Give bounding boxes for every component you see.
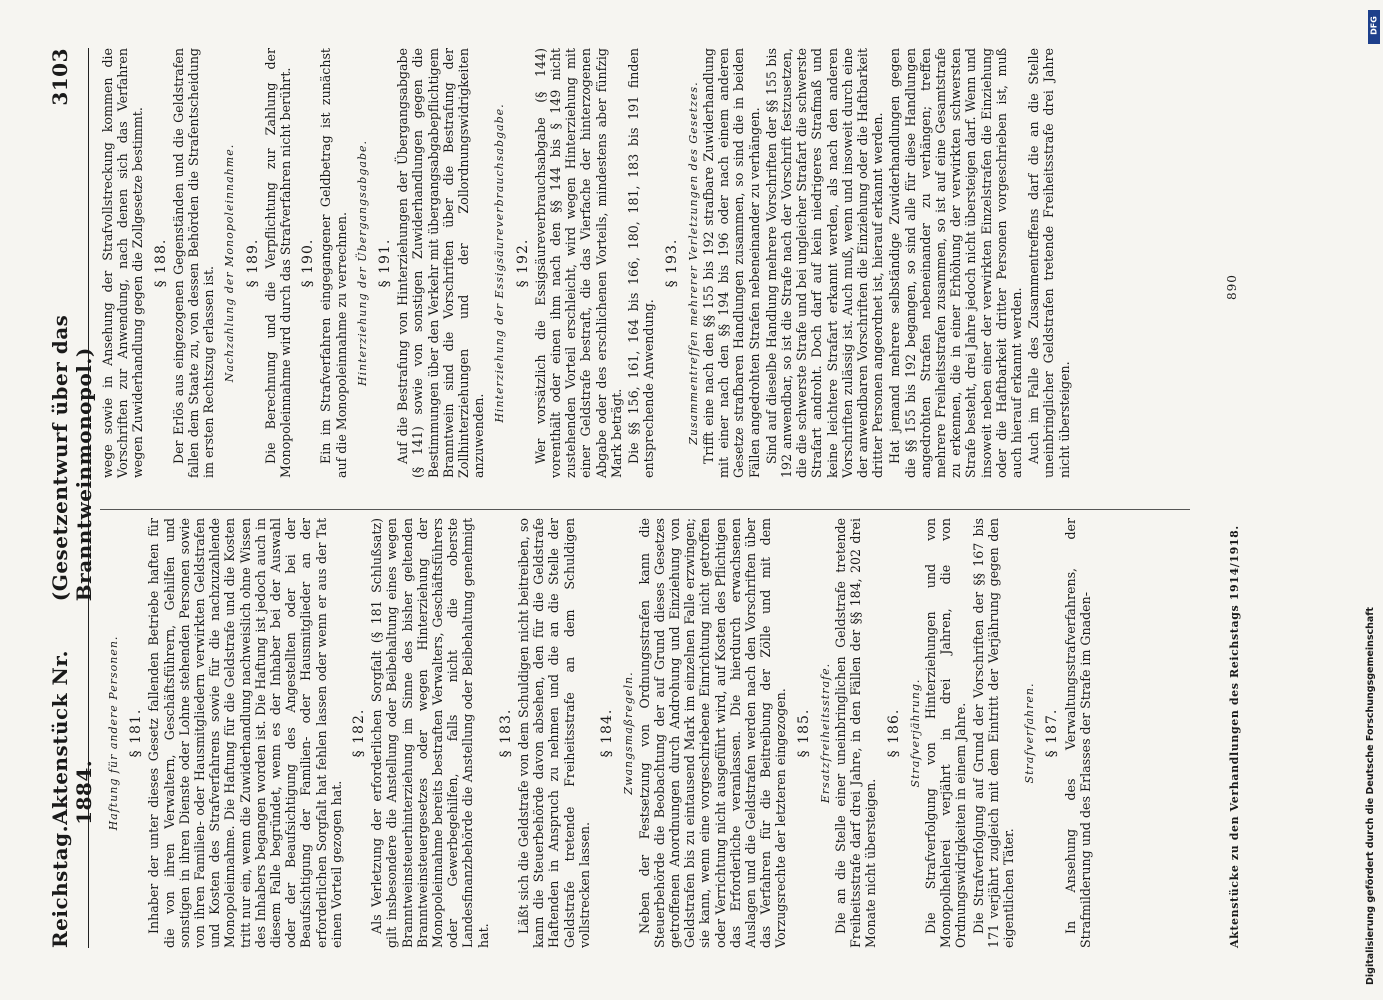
section-number: § 182. <box>351 708 368 758</box>
section-number: § 191. <box>377 238 394 288</box>
section-number: § 192. <box>514 238 531 288</box>
paragraph: Die Strafverfolgung auf Grund der Vorschriften der §§ 167 bis 171 verjährt zugleich mit dem Eintritt der Verjährung gegen den eigentlichen Täter. <box>970 518 1016 948</box>
section-number: § 183. <box>497 708 514 758</box>
paragraph: Die an die Stelle einer uneinbringlichen Geldstrafe tretende Freiheitsstrafe darf drei Jahre, in den Fällen der §§ 184, 202 drei Monate nicht übersteigen. <box>832 518 879 948</box>
paragraph: In Ansehung des Verwaltungsstrafverfahrens, der Strafmilderung und des Erlasses der Strafe im Gnaden- <box>1062 518 1093 948</box>
section-heading: Hinterziehung der Essigsäureverbrauchsabgabe. <box>493 103 507 423</box>
header-page-number: 3103 <box>48 48 72 106</box>
section-heading: Nachzahlung der Monopoleinnahme. <box>223 143 237 383</box>
section-heading: Ersatzfreiheitsstrafe. <box>818 662 832 804</box>
section-number: § 189. <box>244 238 261 288</box>
paragraph: Als Verletzung der erforderlichen Sorgfalt (§ 181 Schlußsatz) gilt insbesondere die Anstellung oder Beibehaltung eines wegen Branntweinsteuerhinterziehung im Sinne des bisher geltenden Branntweinsteuergesetzes oder wegen Hinterziehung der Monopoleinnahme bereits bestraften Verwalters, Geschäftsführers oder Gewerbegehilfen, falls nicht die oberste Landesfinanzbehörde die Anstellung oder Beibehaltung genehmigt hat. <box>369 518 491 948</box>
paragraph: Trifft eine nach den §§ 155 bis 192 strafbare Zuwiderhandlung mit einer nach den §§ 194 bis 196 oder nach einem anderen Gesetze strafbaren Handlungen zusammen, so sind die in beiden Fällen angedrohten Strafen nebeneinander zu verhängen. <box>700 48 762 478</box>
section-heading: Zusammentreffen mehrerer Verletzungen des Gesetzes. <box>686 81 700 445</box>
dfg-logo: DFG <box>1368 10 1380 44</box>
left-column <box>100 518 1095 948</box>
paragraph: Neben der Festsetzung von Ordnungsstrafen kann die Steuerbehörde die Beobachtung der auf Grund dieses Gesetzes getroffenen Anordnungen durch Androhung und Einziehung von Geldstrafen bis zu eintausend Mark im einzelnen Falle erzwingen; sie kann, wenn eine vorgeschriebene Einrichtung nicht getroffen oder Verrichtung nicht ausgeführt wird, auf Kosten des Pflichtigen das Erforderliche veranlassen. Die hierdurch erwachsenen Auslagen und die Geldstrafen werden nach den Vorschriften über das Verfahren für die Beitreibung der Zölle und mit dem Vorzugsrechte der letzteren eingezogen. <box>636 518 789 948</box>
section-heading: Zwangsmaßregeln. <box>622 671 636 795</box>
page-number: 890 <box>1225 274 1239 300</box>
right-column <box>100 48 1074 478</box>
header-middle: Aktenstück Nr. 1884. <box>48 650 96 825</box>
paragraph: Auch im Falle des Zusammentreffens darf die an die Stelle uneinbringlicher Geldstrafen tretende Freiheitsstrafe drei Jahre nicht übersteigen. <box>1026 48 1072 478</box>
paragraph: Auf die Bestrafung von Hinterziehungen der Übergangsabgabe (§ 141) sowie von sonstigen Zuwiderhandlungen gegen die Bestimmungen über den Verkehr mit übergangsabgabepflichtigem Branntwein sind die Vorschriften über die Bestrafung der Zollhinterziehungen und der Zollordnungswidrigkeiten anzuwenden. <box>395 48 487 478</box>
section-heading: Strafverjährung. <box>908 678 922 788</box>
paragraph: Sind auf dieselbe Handlung mehrere Vorschriften der §§ 155 bis 192 anwendbar, so ist die Strafe nach der Vorschrift festzusetzen, die die schwerste Strafe und bei ungleicher Strafart die schwerste Strafart androht. Doch darf auf kein niedrigeres Strafmaß und keine leichtere Strafart erkannt werden, als nach den anderen Vorschriften zulässig ist. Auch muß, wenn und insoweit durch eine der anwendbaren Vorschriften die Einziehung oder die Haftbarkeit dritter Personen angeordnet ist, hierauf erkannt werden. <box>763 48 886 478</box>
paragraph: Der Erlös aus eingezogenen Gegenständen und die Geldstrafen fallen dem Staate zu, von dessen Behörden die Strafentscheidung im ersten Rechtszug erlassen ist. <box>170 48 217 478</box>
paragraph: wege sowie in Ansehung der Strafvollstreckung kommen die Vorschriften zur Anwendung, nach denen sich das Verfahren wegen Zuwiderhandlung gegen die Zollgesetze bestimmt. <box>100 48 146 478</box>
credit-text: Digitalisierung gefördert durch die Deutsche Forschungsgemeinschaft <box>1365 607 1376 985</box>
page-header <box>48 48 96 948</box>
header-left: Reichstag. <box>48 824 72 948</box>
section-number: § 190. <box>300 238 317 288</box>
column-divider <box>100 509 1190 510</box>
section-number: § 193. <box>663 238 680 288</box>
section-number: § 181. <box>128 708 145 758</box>
section-heading: Strafverfahren. <box>1023 682 1037 784</box>
header-right: (Gesetzentwurf über das Branntweinmonopol.) <box>48 314 96 602</box>
section-number: § 185. <box>795 708 812 758</box>
paragraph: Hat jemand mehrere selbständige Zuwiderhandlungen gegen die §§ 155 bis 192 begangen, so sind alle für diese Handlungen angedrohten Strafen nebeneinander zu verhängen; treffen mehrere Freiheitsstrafen zusammen, so ist auf eine Gesamtstrafe zu erkennen, die in einer Erhöhung der verwirkten schwersten Strafe besteht, drei Jahre jedoch nicht übersteigen darf. Wenn und insoweit neben einer der verwirkten Einzelstrafen die Einziehung oder die Haftbarkeit dritter Personen vorgeschrieben ist, muß auch hierauf erkannt werden. <box>887 48 1024 478</box>
section-number: § 184. <box>599 708 616 758</box>
paragraph: Die §§ 156, 161, 164 bis 166, 180, 181, 183 bis 191 finden entsprechende Anwendung. <box>626 48 657 478</box>
section-number: § 186. <box>885 708 902 758</box>
paragraph: Die Strafverfolgung von Hinterziehungen und von Monopolhehlerei verjährt in drei Jahren, die von Ordnungswidrigkeiten in einem Jahre. <box>922 518 969 948</box>
paragraph: Die Berechnung und die Verpflichtung zur Zahlung der Monopoleinnahme wird durch das Strafverfahren nicht berührt. <box>262 48 294 478</box>
section-heading: Hinterziehung der Übergangsabgabe. <box>355 140 369 387</box>
section-number: § 188. <box>152 238 169 288</box>
digitization-credit <box>1343 15 1379 985</box>
section-number: § 187. <box>1044 708 1061 758</box>
paragraph: Wer vorsätzlich die Essigsäureverbrauchsabgabe (§ 144) vorenthält oder einen ihm nach den §§ 144 bis § 149 nicht zustehenden Vorteil erschleicht, wird wegen Hinterziehung mit einer Geldstrafe bestraft, die das Vierfache der hinterzogenen Abgabe oder des erschlichenen Vorteils, mindestens aber fünfzig Mark beträgt. <box>532 48 624 478</box>
paragraph: Inhaber der unter dieses Gesetz fallenden Betriebe haften für die von ihren Verwaltern, Geschäftsführern, Gehilfen und sonstigen in ihren Dienste oder Lohne stehenden Personen sowie von ihren Familien- oder Hausmitgliedern verwirkten Geldstrafen und Kosten des Strafverfahrens sowie für die nachzuzahlende Monopoleinnahme. Die Haftung für die Geldstrafe und die Kosten tritt nur ein, wenn die Zuwiderhandlung nachweislich ohne Wissen des Inhabers begangen worden ist. Die Haftung ist jedoch auch in diesem Falle begründet, wenn es der Inhaber bei der Auswahl oder der Beaufsichtigung des Angestellten oder bei der Beaufsichtigung der Familien- oder Hausmitglieder an der erforderlichen Sorgfalt hat fehlen lassen oder wenn er aus der Tat einen Vorteil gezogen hat. <box>146 518 344 948</box>
paragraph: Ein im Strafverfahren eingegangener Geldbetrag ist zunächst auf die Monopoleinnahme zu verrechnen. <box>318 48 349 478</box>
section-heading: Haftung für andere Personen. <box>107 635 120 831</box>
paragraph: Läßt sich die Geldstrafe von dem Schuldigen nicht beitreiben, so kann die Steuerbehörde davon absehen, den für die Geldstrafe Haftenden in Anspruch zu nehmen und die an die Stelle der Geldstrafe tretende Freiheitsstrafe an dem Schuldigen vollstrecken lassen. <box>516 518 592 948</box>
footer-note: Aktenstücke zu den Verhandlungen des Reichstags 1914/1918. <box>1228 525 1241 948</box>
